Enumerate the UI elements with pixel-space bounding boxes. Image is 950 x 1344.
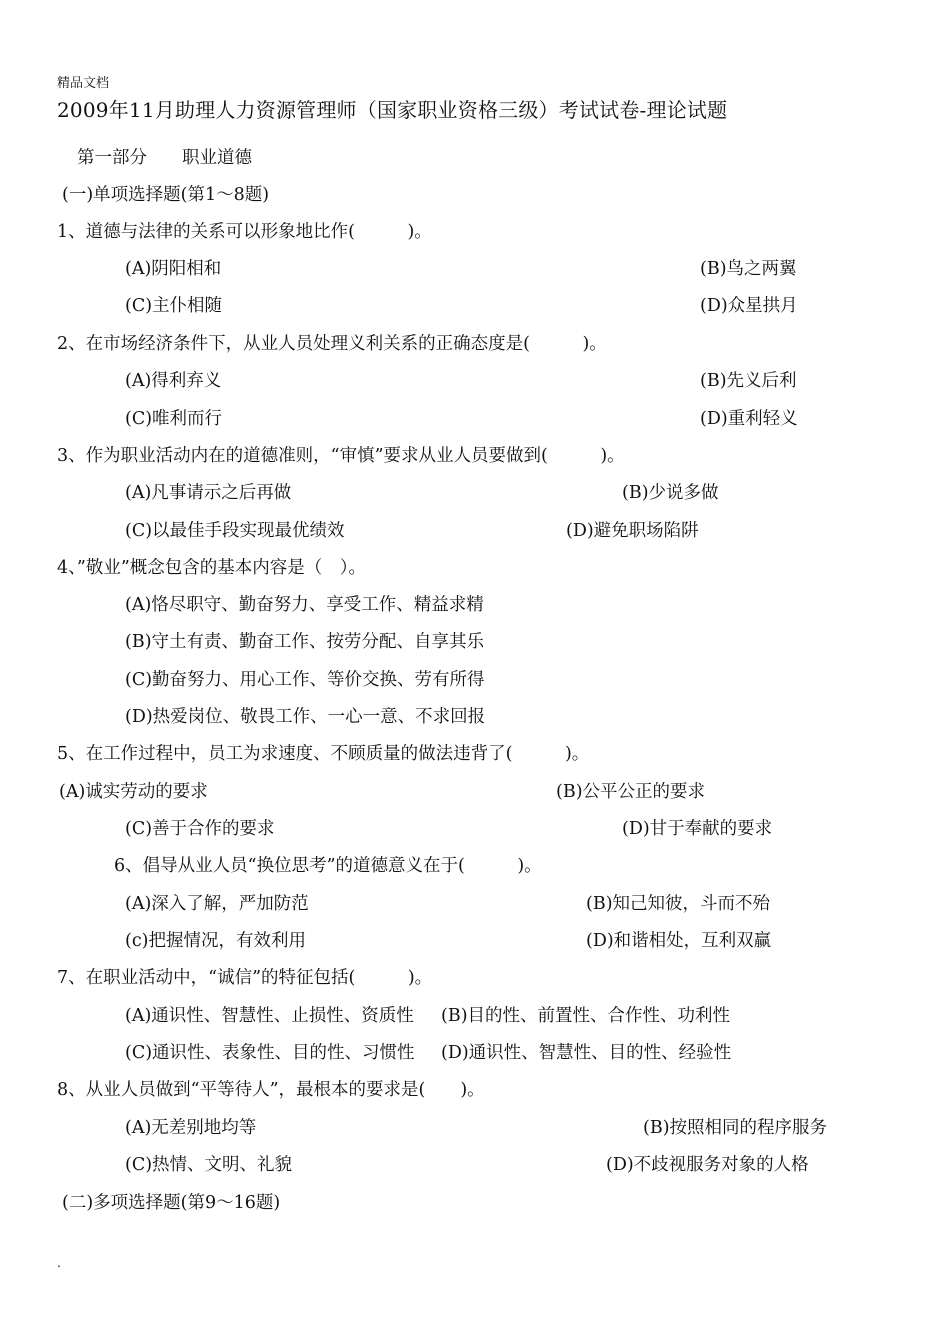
question-stem: 5、在工作过程中，员工为求速度、不顾质量的做法违背了( )。	[57, 744, 590, 764]
option: (B)按照相同的程序服务	[643, 1118, 828, 1138]
option: (D)重利轻义	[700, 409, 798, 429]
option: (A)深入了解，严加防范	[125, 894, 309, 914]
option: (A)凡事请示之后再做	[125, 483, 292, 503]
option: (B)鸟之两翼	[700, 259, 797, 279]
option: (c)把握情况，有效利用	[125, 931, 306, 951]
option: (A)阴阳相和	[125, 259, 222, 279]
question-stem: 4、”敬业”概念包含的基本内容是（ ）。	[57, 558, 367, 578]
option: (C)主仆相随	[125, 296, 223, 316]
question-stem: 2、在市场经济条件下，从业人员处理义利关系的正确态度是( )。	[57, 334, 607, 354]
option: (C)热情、文明、礼貌	[125, 1155, 293, 1175]
header-note: 精品文档	[57, 76, 110, 91]
option: (C)唯利而行	[125, 409, 223, 429]
page-title: 2009年11月助理人力资源管理师（国家职业资格三级）考试试卷-理论试题	[57, 98, 728, 122]
option: (C)以最佳手段实现最优绩效	[125, 521, 345, 541]
option: (D)通识性、智慧性、目的性、经验性	[441, 1043, 732, 1063]
section-heading-multiple-choice: (二)多项选择题(第9～16题)	[62, 1193, 281, 1213]
part-name: 职业道德	[182, 148, 252, 168]
option: (B)目的性、前置性、合作性、功利性	[441, 1006, 731, 1026]
option: (A)得利弃义	[125, 371, 222, 391]
option: (D)不歧视服务对象的人格	[606, 1155, 809, 1175]
option: (D)避免职场陷阱	[566, 521, 699, 541]
option: (B)公平公正的要求	[556, 782, 706, 802]
option: (D)众星拱月	[700, 296, 798, 316]
option: (B)先义后利	[700, 371, 797, 391]
option: (A)无差别地均等	[125, 1118, 257, 1138]
option: (B)知己知彼，斗而不殆	[586, 894, 771, 914]
option: (B)守土有责、勤奋工作、按劳分配、自享其乐	[125, 632, 485, 652]
footer-mark: .	[57, 1256, 61, 1270]
option: (D)甘于奉献的要求	[622, 819, 773, 839]
option: (C)勤奋努力、用心工作、等价交换、劳有所得	[125, 670, 485, 690]
question-stem: 8、从业人员做到“平等待人”，最根本的要求是( )。	[57, 1080, 485, 1100]
option: (D)热爱岗位、敬畏工作、一心一意、不求回报	[125, 707, 486, 727]
option: (A)诚实劳动的要求	[59, 782, 208, 802]
question-stem: 7、在职业活动中，“诚信”的特征包括( )。	[57, 968, 433, 988]
option: (A)通识性、智慧性、止损性、资质性	[125, 1006, 414, 1026]
part-label: 第一部分	[77, 148, 147, 168]
section-heading-single-choice: (一)单项选择题(第1～8题)	[62, 185, 270, 205]
question-stem: 1、道德与法律的关系可以形象地比作( )。	[57, 222, 432, 242]
option: (B)少说多做	[622, 483, 719, 503]
option: (C)善于合作的要求	[125, 819, 275, 839]
option: (D)和谐相处，互利双赢	[586, 931, 772, 951]
option: (C)通识性、表象性、目的性、习惯性	[125, 1043, 415, 1063]
question-stem: 6、倡导从业人员“换位思考”的道德意义在于( )。	[114, 856, 542, 876]
question-stem: 3、作为职业活动内在的道德准则，“审慎”要求从业人员要做到( )。	[57, 446, 625, 466]
option: (A)恪尽职守、勤奋努力、享受工作、精益求精	[125, 595, 484, 615]
